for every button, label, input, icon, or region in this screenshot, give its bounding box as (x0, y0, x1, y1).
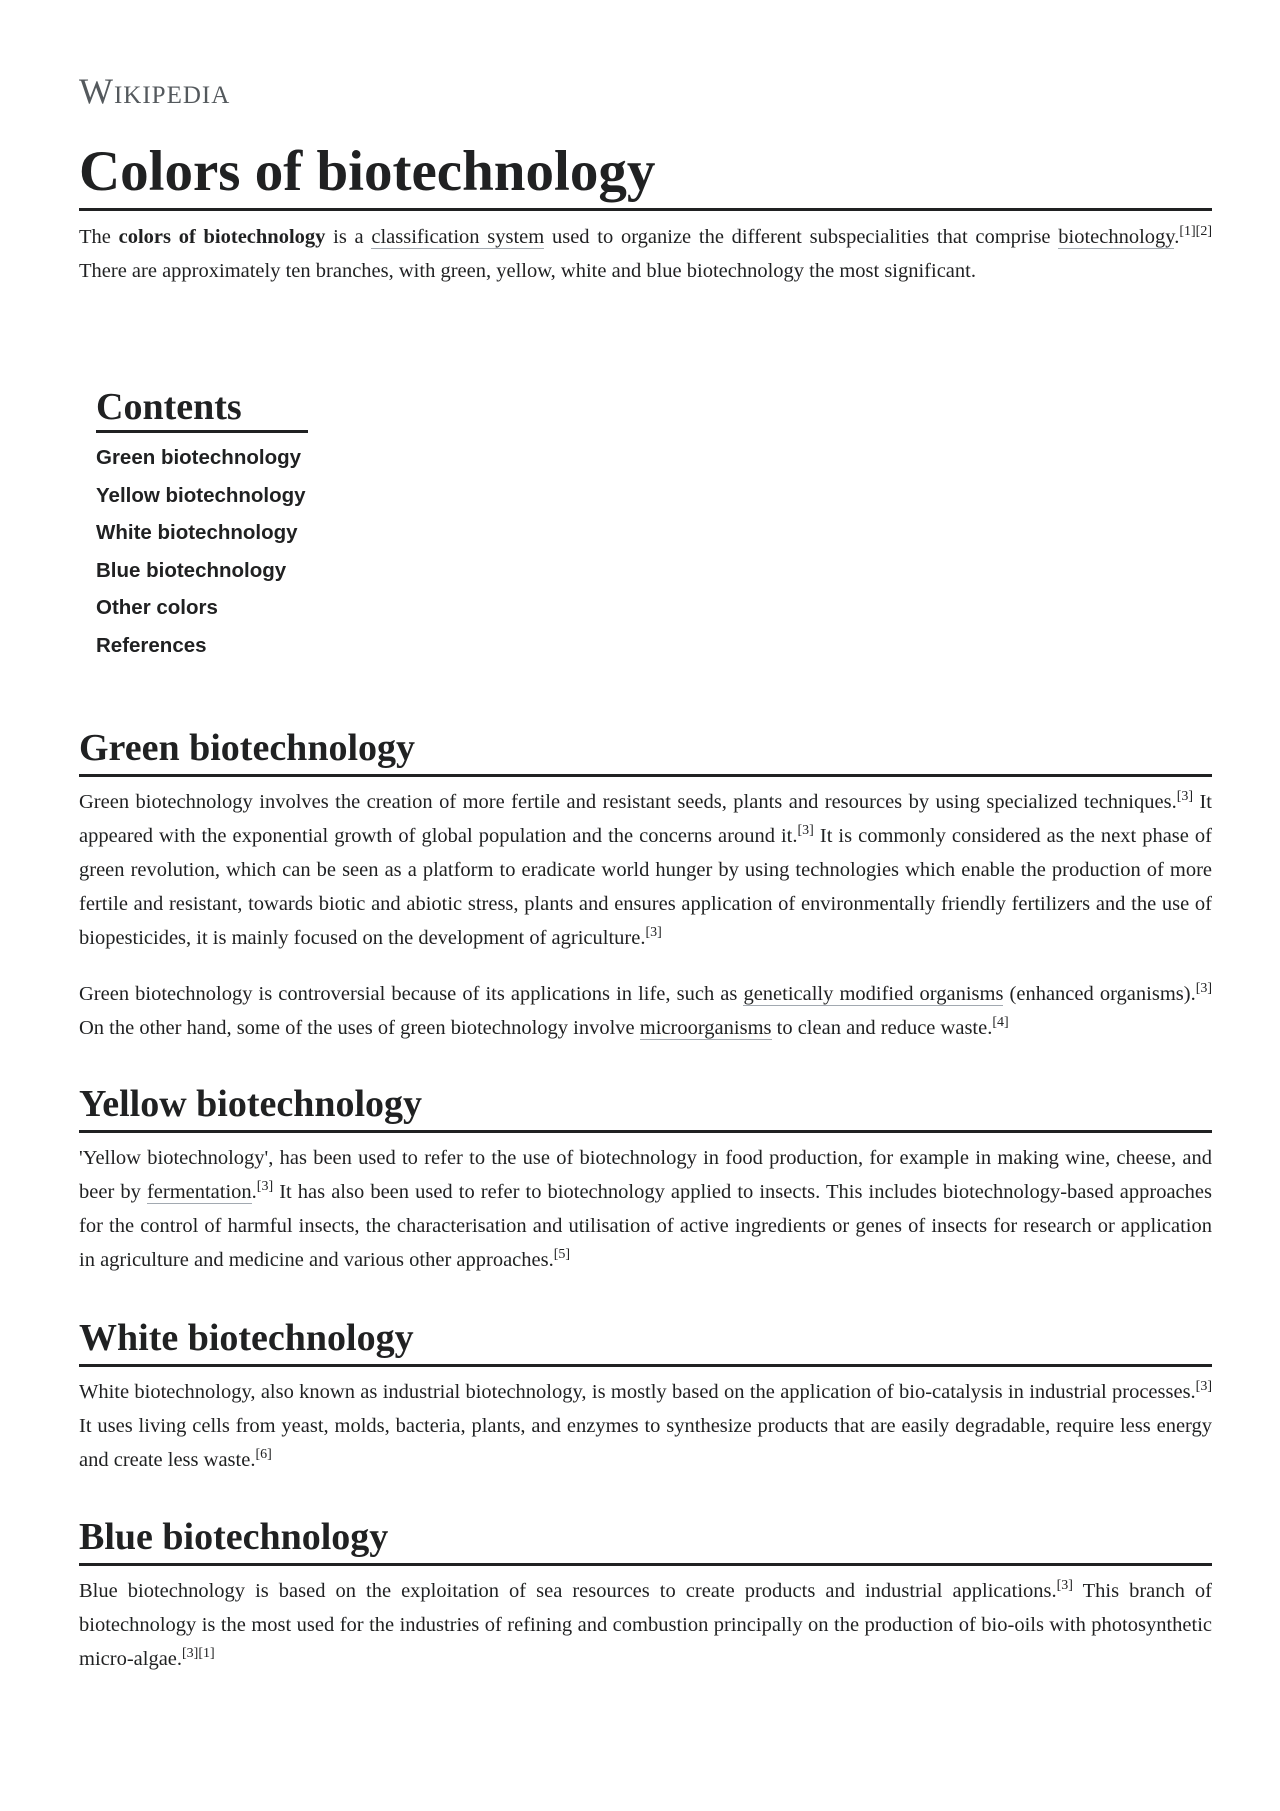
section-yellow (79, 1078, 1212, 1277)
section-blue (79, 1511, 1212, 1676)
reference-link[interactable]: [3] (645, 925, 662, 941)
reference-link[interactable]: [2] (1195, 224, 1212, 240)
reference-link[interactable]: [4] (992, 1015, 1009, 1031)
section-heading: Blue biotechnology (79, 1511, 1212, 1566)
page-title: Colors of biotechnology (79, 138, 1212, 211)
text: Blue biotechnology is based on the exploitation of sea resources to create products and industrial applications. (79, 1580, 1057, 1602)
section-green (79, 722, 1212, 1045)
text: used to organize the different subspecialities that comprise (544, 226, 1059, 248)
section-white (79, 1312, 1212, 1477)
reference-link[interactable]: [6] (255, 1447, 272, 1463)
toc-item-blue[interactable]: Blue biotechnology (96, 558, 287, 582)
paragraph (79, 1574, 1212, 1676)
reference-link[interactable]: [3] (1176, 789, 1194, 805)
text: . (251, 1181, 257, 1203)
reference-link[interactable]: [3] (182, 1646, 199, 1662)
text: Green biotechnology involves the creation of more fertile and resistant seeds, plants and resources by using specialized techniques. (79, 791, 1177, 813)
toc-title: Contents (96, 384, 308, 433)
paragraph (79, 977, 1212, 1045)
toc-item-yellow[interactable]: Yellow biotechnology (96, 483, 306, 507)
text: White biotechnology, also known as industrial biotechnology, is mostly based on the application of bio-catalysis in industrial processes. (79, 1381, 1196, 1403)
table-of-contents (96, 384, 308, 664)
text: There are approximately ten branches, with green, yellow, white and blue biotechnology the most significant. (79, 260, 976, 282)
text: It is commonly considered as the next phase of green revolution, which can be seen as a platform to eradicate world hunger by using technologies which enable the production of more fertile and resistant, towards biotic and abiotic stress, plants and ensures application of environmentally friendly fertilizers and the use of biopesticides, it is mainly focused on the development of agriculture. (79, 825, 1212, 949)
reference-link[interactable]: [1] (1179, 224, 1196, 240)
toc-list (96, 439, 308, 664)
text: Green biotechnology is controversial because of its applications in life, such as (79, 983, 744, 1005)
toc-item-other-colors[interactable]: Other colors (96, 596, 218, 619)
text: to clean and reduce waste. (771, 1017, 993, 1039)
paragraph (79, 1375, 1212, 1477)
section-heading: Yellow biotechnology (79, 1078, 1212, 1133)
text: It appeared with the exponential growth of global population and the concerns around it. (79, 791, 1212, 847)
link-classification-system[interactable]: classification system (371, 226, 545, 248)
paragraph (79, 785, 1212, 955)
intro-section (79, 220, 1212, 288)
text: On the other hand, some of the uses of green biotechnology involve (79, 1017, 640, 1039)
text: It has also been used to refer to biotechnology applied to insects. This includes biotechnology-based approaches for the control of harmful insects, the characterisation and utilisation of active ingredients or genes of insects for research or application in agriculture and medicine and various other approaches. (79, 1181, 1212, 1271)
link-fermentation[interactable]: fermentation (146, 1181, 252, 1203)
intro-paragraph (79, 220, 1212, 288)
section-heading: White biotechnology (79, 1312, 1212, 1367)
reference-link[interactable]: [3] (797, 823, 814, 839)
reference-link[interactable]: [5] (553, 1247, 571, 1263)
text: . (1174, 226, 1180, 248)
link-biotechnology[interactable]: biotechnology (1058, 226, 1175, 248)
link-genetically-modified-organisms[interactable]: genetically modified organisms (743, 983, 1004, 1005)
toc-item-green[interactable]: Green biotechnology (96, 446, 302, 469)
text: (enhanced organisms). (1003, 983, 1196, 1005)
link-microorganisms[interactable]: microorganisms (639, 1017, 772, 1039)
bold-term: colors of biotechnology (118, 226, 326, 248)
section-heading: Green biotechnology (79, 722, 1212, 777)
reference-link[interactable]: [3] (256, 1179, 274, 1195)
toc-item-white[interactable]: White biotechnology (96, 521, 298, 544)
reference-link[interactable]: [3] (1195, 981, 1213, 997)
text: The (79, 226, 119, 248)
text: is a (325, 226, 372, 248)
text: 'Yellow biotechnology', has been used to refer to the use of biotechnology in food production, for example in making wine, cheese, and beer by (79, 1147, 1212, 1203)
reference-link[interactable]: [3] (1195, 1379, 1212, 1395)
reference-link[interactable]: [1] (198, 1646, 215, 1662)
wikipedia-logo[interactable]: Wikipedia (79, 71, 231, 111)
toc-item-references[interactable]: References (96, 633, 207, 657)
paragraph (79, 1141, 1212, 1277)
text: It uses living cells from yeast, molds, bacteria, plants, and enzymes to synthesize products that are easily degradable, require less energy and create less waste. (79, 1415, 1212, 1471)
reference-link[interactable]: [3] (1056, 1578, 1073, 1594)
text: This branch of biotechnology is the most used for the industries of refining and combustion principally on the production of bio-oils with photosynthetic micro-algae. (79, 1580, 1212, 1670)
